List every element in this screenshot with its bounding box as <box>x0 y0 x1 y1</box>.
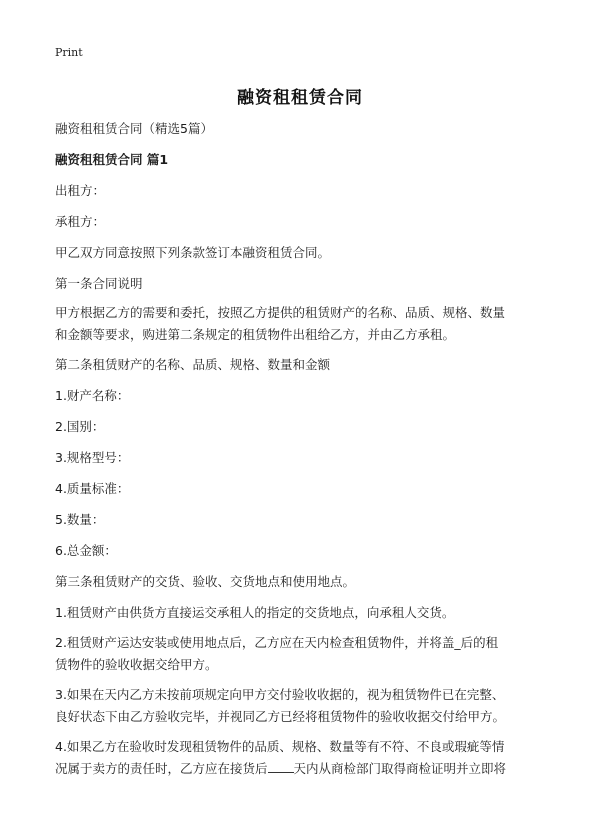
article-2-item-4: 4.质量标准： <box>55 481 130 496</box>
section-heading: 融资租租赁合同 篇1 <box>55 152 169 167</box>
article-3-clause-3 <box>55 684 555 728</box>
clause-4-line-2 <box>55 758 555 780</box>
clause-3-line-1: 3.如果在天内乙方未按前项规定向甲方交付验收收据的，视为租赁物件已在完整、 <box>55 687 505 702</box>
clause-2-line-2: 赁物件的验收收据交给甲方。 <box>55 657 218 672</box>
print-label: Print <box>55 46 83 59</box>
lessee-line: 承租方： <box>55 214 106 229</box>
article-2-item-5: 5.数量： <box>55 512 105 527</box>
article-3-clause-4 <box>55 736 555 780</box>
clause-3-line-2: 良好状态下由乙方验收完毕，并视同乙方已经将租赁物件的验收收据交付给甲方。 <box>55 709 506 724</box>
article-1-line-2: 和金额等要求，购进第二条规定的租赁物件出租给乙方，并由乙方承租。 <box>55 327 456 342</box>
clause-4-line-1: 4.如果乙方在验收时发现租赁物件的品质、规格、数量等有不符、不良或瑕疵等情 <box>55 739 505 754</box>
article-1-title: 第一条合同说明 <box>55 276 143 291</box>
article-2-item-2: 2.国别： <box>55 419 105 434</box>
clause-4-line-2-start: 况属于卖方的责任时，乙方应在接货后 <box>55 761 268 776</box>
lessor-line: 出租方： <box>55 183 106 198</box>
article-3-clause-2 <box>55 632 555 676</box>
article-2-item-6: 6.总金额： <box>55 543 117 558</box>
article-1-line-1: 甲方根据乙方的需要和委托，按照乙方提供的租赁财产的名称、品质、规格、数量 <box>55 305 506 320</box>
intro-line: 甲乙双方同意按照下列条款签订本融资租赁合同。 <box>55 245 331 260</box>
clause-2-line-1: 2.租赁财产运达安装或使用地点后，乙方应在天内检查租赁物件，并将盖_后的租 <box>55 635 499 650</box>
document-subtitle: 融资租租赁合同（精选5篇） <box>55 121 213 136</box>
article-2-item-1: 1.财产名称： <box>55 388 130 403</box>
article-3-clause-1: 1.租赁财产由供货方直接运交承租人的指定的交货地点，向承租人交货。 <box>55 605 455 620</box>
article-2-item-3: 3.规格型号： <box>55 450 130 465</box>
article-3-title: 第三条租赁财产的交货、验收、交货地点和使用地点。 <box>55 574 356 589</box>
article-1-body <box>55 302 555 346</box>
article-2-title: 第二条租赁财产的名称、品质、规格、数量和金额 <box>55 357 331 372</box>
blank-underline <box>268 760 294 773</box>
clause-4-line-2-end: 天内从商检部门取得商检证明并立即将 <box>293 761 507 776</box>
document-title: 融资租租赁合同 <box>237 88 363 108</box>
